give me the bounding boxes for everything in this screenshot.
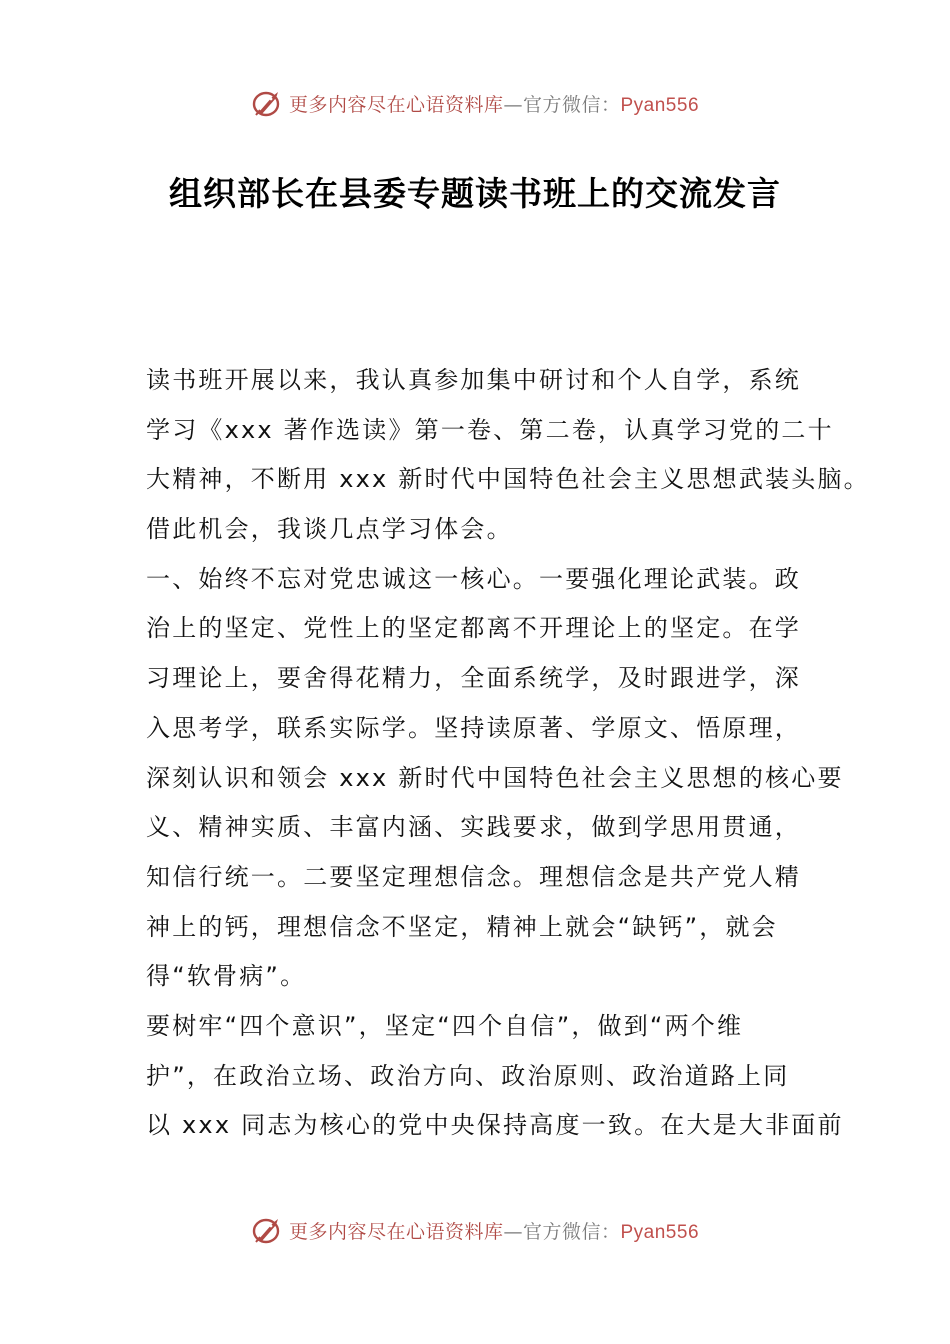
body-line: 大精神，不断用 xxx 新时代中国特色社会主义思想武装头脑。 — [146, 465, 870, 494]
watermark-dash: — — [503, 93, 523, 116]
body-line: 学习《xxx 著作选读》第一卷、第二卷，认真学习党的二十 — [146, 415, 834, 444]
watermark-main-text: 更多内容尽在心语资料库 — [288, 93, 504, 116]
watermark-wechat-id: Pyan556 — [620, 94, 700, 116]
pen-nib-logo-icon — [251, 88, 285, 118]
watermark-dash: — — [503, 1220, 523, 1243]
body-line: 得“软骨病”。 — [146, 962, 307, 991]
body-line: 入思考学，联系实际学。坚持读原著、学原文、悟原理， — [146, 713, 801, 742]
body-line: 以 xxx 同志为核心的党中央保持高度一致。在大是大非面前 — [146, 1111, 844, 1140]
watermark-main-text: 更多内容尽在心语资料库 — [288, 1220, 504, 1243]
header-watermark — [0, 86, 950, 120]
body-line: 一、始终不忘对党忠诚这一核心。一要强化理论武装。政 — [146, 564, 801, 593]
watermark-contact-label: 官方微信： — [522, 93, 621, 116]
body-line: 读书班开展以来，我认真参加集中研讨和个人自学，系统 — [146, 366, 801, 394]
body-line: 护”，在政治立场、政治方向、政治原则、政治道路上同 — [146, 1061, 790, 1090]
pen-nib-logo-icon — [251, 1215, 285, 1245]
document-body — [146, 356, 870, 1151]
body-line: 治上的坚定、党性上的坚定都离不开理论上的坚定。在学 — [146, 614, 801, 643]
watermark-text — [289, 1217, 699, 1244]
footer-watermark — [0, 1213, 950, 1247]
body-line: 义、精神实质、丰富内涵、实践要求，做到学思用贯通， — [146, 813, 801, 842]
body-line: 要树牢“四个意识”，坚定“四个自信”，做到“两个维 — [146, 1011, 744, 1040]
watermark-wechat-id: Pyan556 — [620, 1221, 700, 1243]
body-line: 知信行统一。二要坚定理想信念。理想信念是共产党人精 — [146, 862, 801, 891]
watermark-contact-label: 官方微信： — [522, 1220, 621, 1243]
document-title: 组织部长在县委专题读书班上的交流发言 — [169, 174, 781, 213]
body-line: 习理论上，要舍得花精力，全面系统学，及时跟进学，深 — [146, 664, 801, 693]
watermark-text — [289, 90, 699, 117]
body-line: 深刻认识和领会 xxx 新时代中国特色社会主义思想的核心要 — [146, 763, 844, 792]
body-line: 神上的钙，理想信念不坚定，精神上就会“缺钙”，就会 — [146, 912, 778, 941]
body-line: 借此机会，我谈几点学习体会。 — [146, 515, 513, 544]
